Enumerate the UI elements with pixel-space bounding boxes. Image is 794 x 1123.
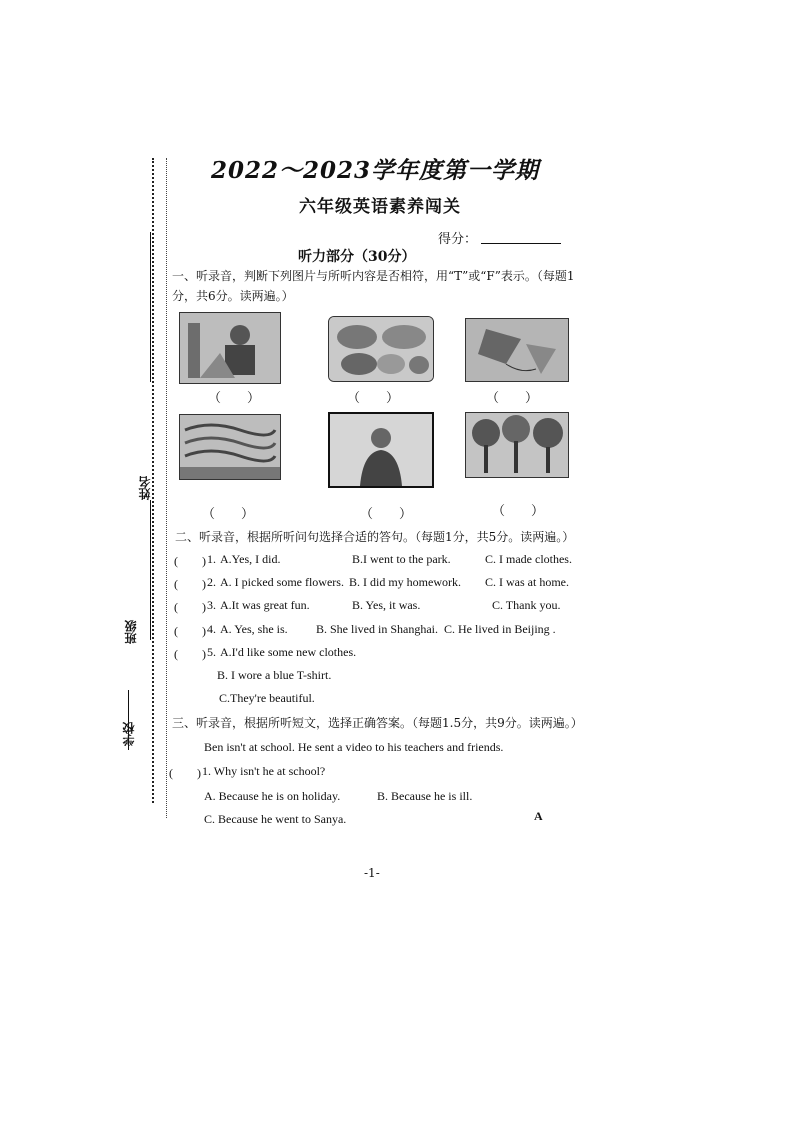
margin-name-label: 姓名 bbox=[138, 476, 152, 500]
q3-1-option-b: B. Because he is ill. bbox=[377, 789, 473, 803]
picture-4 bbox=[179, 414, 281, 480]
answer-blank-2[interactable]: （ ） bbox=[347, 391, 400, 406]
listening-part-heading: 听力部分（30分） bbox=[298, 249, 416, 265]
q2-4-option-a: A. Yes, she is. bbox=[220, 622, 288, 636]
q2-2-option-c: C. I was at home. bbox=[485, 575, 569, 589]
exam-title: 2022～2023学年度第一学期 bbox=[210, 157, 540, 184]
answer-paren[interactable]: ( ) bbox=[174, 624, 206, 638]
q2-4-option-b: B. She lived in Shanghai. bbox=[316, 622, 438, 636]
q2-1-number: 1. bbox=[207, 552, 216, 566]
q2-4-number: 4. bbox=[207, 622, 216, 636]
section3-passage: Ben isn't at school. He sent a video to his teachers and friends. bbox=[204, 740, 504, 754]
q2-2-number: 2. bbox=[207, 575, 216, 589]
picture-2 bbox=[328, 316, 434, 382]
q2-5-option-b: B. I wore a blue T-shirt. bbox=[217, 668, 332, 682]
stray-mark: A bbox=[534, 809, 543, 823]
q2-2-option-b: B. I did my homework. bbox=[349, 575, 461, 589]
picture-3 bbox=[465, 318, 569, 382]
picture-1 bbox=[179, 312, 281, 384]
q3-1-option-a: A. Because he is on holiday. bbox=[204, 789, 341, 803]
page-number: -1- bbox=[364, 866, 380, 880]
q3-1-option-c: C. Because he went to Sanya. bbox=[204, 812, 347, 826]
q2-5-number: 5. bbox=[207, 645, 216, 659]
margin-dotted-line-inner bbox=[166, 158, 167, 818]
q2-3-number: 3. bbox=[207, 598, 216, 612]
q2-4-option-c: C. He lived in Beijing . bbox=[444, 622, 556, 636]
q2-3-option-b: B. Yes, it was. bbox=[352, 598, 421, 612]
answer-paren[interactable]: ( ) bbox=[174, 554, 206, 568]
answer-paren[interactable]: ( ) bbox=[174, 647, 206, 661]
score-label: 得分： bbox=[438, 232, 478, 247]
people-scene-icon bbox=[180, 313, 280, 383]
wind-icon bbox=[180, 415, 280, 479]
margin-fill-line bbox=[150, 232, 151, 382]
answer-blank-1[interactable]: （ ） bbox=[208, 391, 261, 406]
q2-5-option-c: C.They're beautiful. bbox=[219, 691, 315, 705]
q2-3-option-a: A.It was great fun. bbox=[220, 598, 310, 612]
q2-1-option-a: A.Yes, I did. bbox=[220, 552, 281, 566]
q3-1-question: 1. Why isn't he at school? bbox=[202, 764, 326, 778]
picture-6 bbox=[465, 412, 569, 478]
exam-subtitle: 六年级英语素养闯关 bbox=[299, 197, 461, 217]
answer-paren[interactable]: ( ) bbox=[169, 766, 201, 780]
answer-blank-4[interactable]: （ ） bbox=[202, 507, 255, 522]
answer-paren[interactable]: ( ) bbox=[174, 600, 206, 614]
margin-school-label: 学校 bbox=[122, 722, 136, 746]
kite-icon bbox=[466, 319, 568, 381]
score-blank[interactable] bbox=[481, 243, 561, 244]
answer-blank-3[interactable]: （ ） bbox=[486, 391, 539, 406]
q2-5-option-a: A.I'd like some new clothes. bbox=[220, 645, 357, 659]
q2-3-option-c: C. Thank you. bbox=[492, 598, 561, 612]
q2-1-option-c: C. I made clothes. bbox=[485, 552, 572, 566]
food-plates-icon bbox=[329, 317, 433, 381]
answer-paren[interactable]: ( ) bbox=[174, 577, 206, 591]
picture-5 bbox=[328, 412, 434, 488]
answer-blank-5[interactable]: （ ） bbox=[360, 507, 413, 522]
section1-instructions: 一、听录音，判断下列图片与所听内容是否相符，用“T”或“F”表示。（每题1分，共6分。读两遍。） bbox=[172, 269, 575, 303]
q2-1-option-b: B.I went to the park. bbox=[352, 552, 451, 566]
answer-blank-6[interactable]: （ ） bbox=[492, 504, 545, 519]
section3-instructions: 三、听录音，根据所听短文，选择正确答案。（每题1.5分，共9分。读两遍。） bbox=[172, 716, 583, 730]
q2-2-option-a: A. I picked some flowers. bbox=[220, 575, 344, 589]
margin-class-label: 班级 bbox=[124, 620, 138, 644]
trees-icon bbox=[466, 413, 568, 477]
portrait-icon bbox=[330, 414, 432, 486]
section2-instructions: 二、听录音，根据所听问句选择合适的答句。（每题1分，共5分。读两遍。） bbox=[175, 530, 575, 544]
margin-fill-line bbox=[150, 500, 151, 640]
